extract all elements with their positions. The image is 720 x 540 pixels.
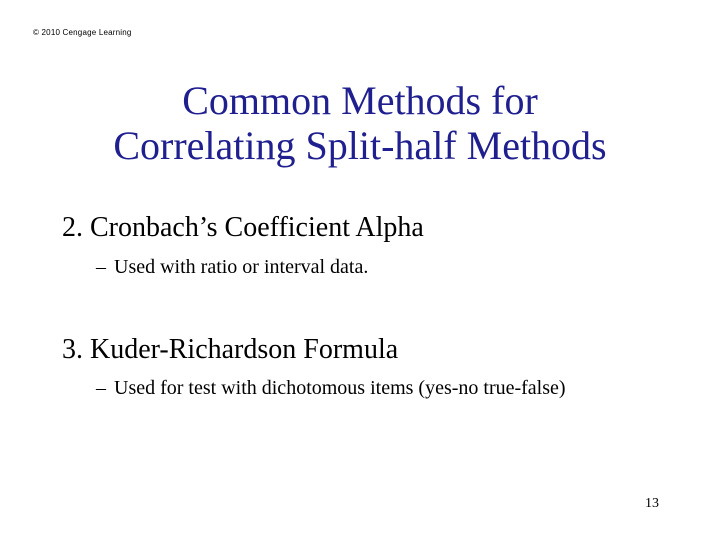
- copyright-notice: © 2010 Cengage Learning: [33, 28, 132, 37]
- slide-title-line-2: Correlating Split-half Methods: [113, 123, 607, 168]
- list-item-kuder-richardson-detail: [96, 376, 566, 400]
- list-item-cronbach-detail: [96, 255, 368, 279]
- detail-text: Used for test with dichotomous items (yes-no true-false): [114, 377, 566, 399]
- page-number: 13: [645, 496, 659, 511]
- dash-bullet: –: [96, 256, 106, 278]
- list-item-cronbach-alpha: 2. Cronbach’s Coefficient Alpha: [62, 212, 424, 243]
- dash-bullet: –: [96, 377, 106, 399]
- slide-title-line-1: Common Methods for: [182, 78, 538, 123]
- detail-text: Used with ratio or interval data.: [114, 256, 369, 278]
- list-item-kuder-richardson: 3. Kuder-Richardson Formula: [62, 334, 399, 365]
- slide-title: [0, 78, 720, 168]
